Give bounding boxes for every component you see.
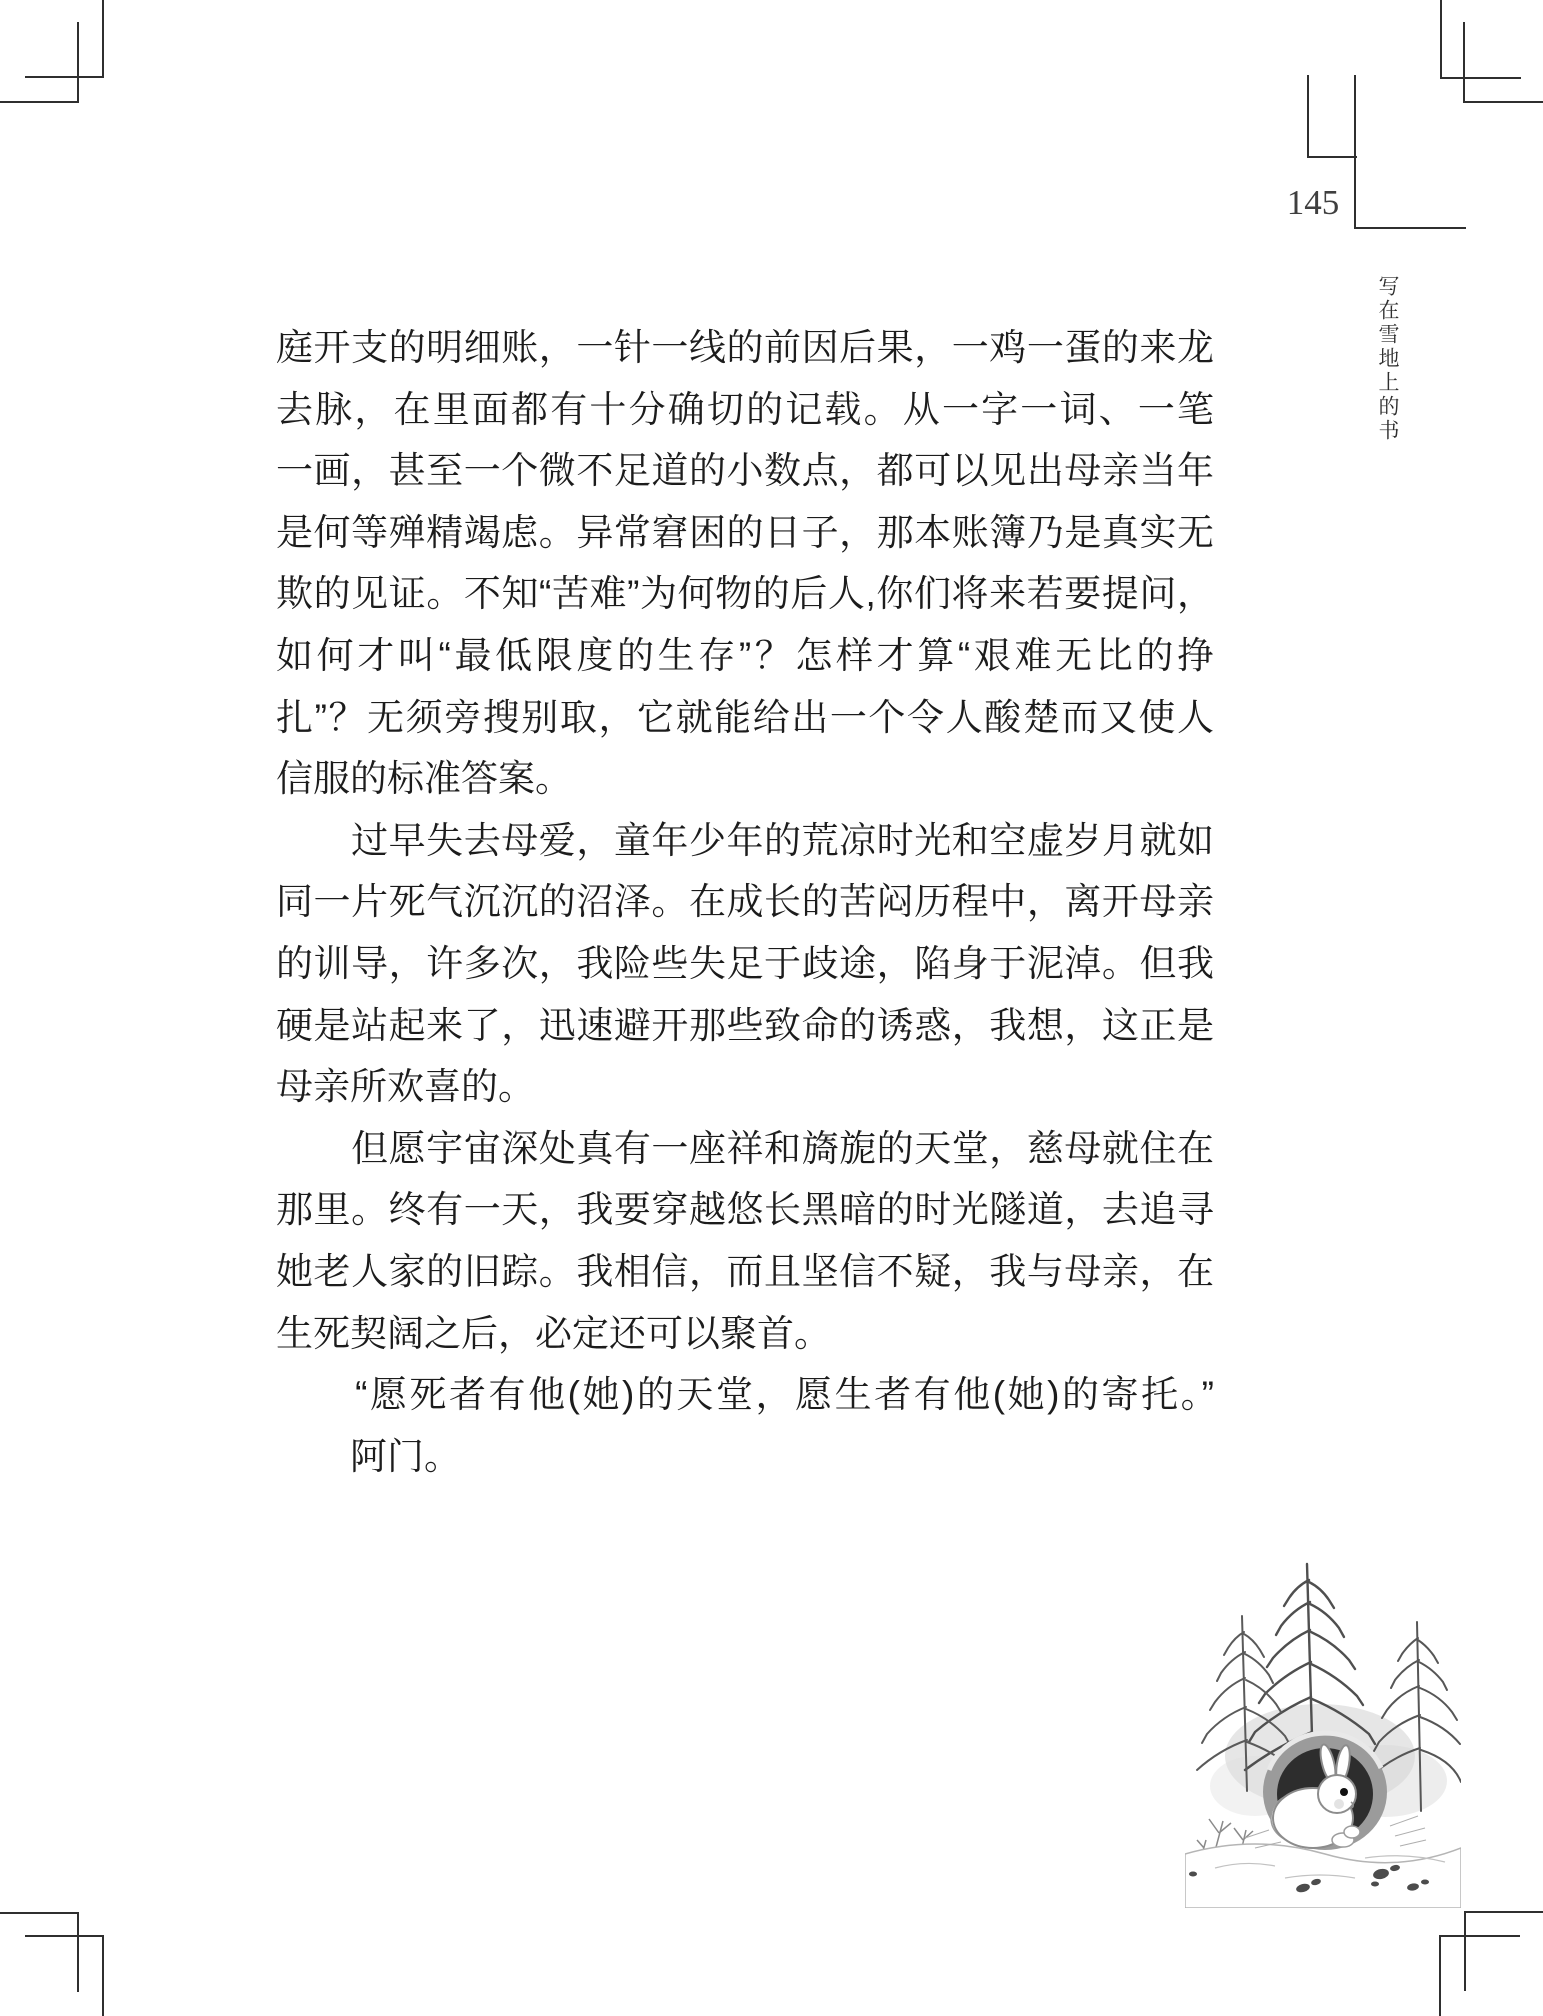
- fold-mark-box-bottom: [1307, 156, 1357, 158]
- fold-mark-spine-h: [1354, 227, 1466, 229]
- text-line: 阿门。: [276, 1435, 461, 1477]
- crop-mark-top-left-v1: [102, 0, 104, 78]
- text-line: 但愿宇宙深处真有一座祥和旖旎的天堂，慈母就住在: [276, 1127, 1214, 1169]
- crop-mark-top-left-v2: [77, 22, 79, 103]
- crop-mark-bottom-right-v1: [1464, 1911, 1466, 1991]
- page-number: 145: [1286, 183, 1340, 222]
- crop-mark-bottom-right-v2: [1439, 1935, 1441, 2016]
- crop-mark-bottom-right-h2: [1440, 1935, 1520, 1937]
- fold-mark-box-left: [1307, 75, 1309, 158]
- crop-mark-top-right-v2: [1463, 22, 1465, 103]
- text-line: 扎”？无须旁搜别取，它就能给出一个令人酸楚而又使人: [276, 696, 1214, 738]
- crop-mark-bottom-left-v1: [77, 1912, 79, 1992]
- text-line: 如何才叫“最低限度的生存”？怎样才算“艰难无比的挣: [276, 634, 1214, 676]
- text-line: 庭开支的明细账，一针一线的前因后果，一鸡一蛋的来龙: [276, 327, 1214, 368]
- snow-ground: [1185, 1844, 1461, 1908]
- crop-mark-bottom-right-h1: [1464, 1911, 1543, 1913]
- crop-mark-bottom-left-h2: [25, 1935, 104, 1937]
- text-line: 她老人家的旧踪。我相信，而且坚信不疑，我与母亲，在: [276, 1250, 1214, 1292]
- crop-mark-top-right-v1: [1440, 0, 1442, 79]
- crop-mark-top-left-h2: [0, 101, 79, 103]
- body-text: [276, 317, 1214, 1487]
- text-line: 同一片死气沉沉的沼泽。在成长的苦闷历程中，离开母亲: [276, 881, 1214, 923]
- text-line: 过早失去母爱，童年少年的荒凉时光和空虚岁月就如: [276, 819, 1214, 861]
- crop-mark-top-right-h2: [1463, 101, 1543, 103]
- text-line: “愿死者有他(她)的天堂，愿生者有他(她)的寄托。”: [276, 1374, 1214, 1416]
- crop-mark-top-right-h1: [1440, 77, 1521, 79]
- margin-running-title: 写在雪地上的书: [1376, 275, 1399, 443]
- text-line: 生死契阔之后，必定还可以聚首。: [276, 1312, 831, 1354]
- crop-mark-bottom-left-h1: [0, 1912, 79, 1914]
- text-line: 一画，甚至一个微不足道的小数点，都可以见出母亲当年: [276, 450, 1214, 492]
- text-line: 去脉，在里面都有十分确切的记载。从一字一词、一笔: [276, 388, 1214, 430]
- text-line: 欺的见证。不知“苦难”为何物的后人,你们将来若要提问，: [276, 573, 1214, 615]
- crop-mark-top-left-h1: [25, 76, 104, 78]
- crop-mark-bottom-left-v2: [102, 1935, 104, 2016]
- text-line: 硬是站起来了，迅速避开那些致命的诱惑，我想，这正是: [276, 1004, 1214, 1046]
- text-line: 母亲所欢喜的。: [276, 1066, 535, 1108]
- text-line: 的训导，许多次，我险些失足于歧途，陷身于泥淖。但我: [276, 942, 1214, 984]
- fold-mark-spine-v: [1354, 75, 1356, 229]
- text-line: 是何等殚精竭虑。异常窘困的日子，那本账簿乃是真实无: [276, 511, 1214, 553]
- text-line: 那里。终有一天，我要穿越悠长黑暗的时光隧道，去追寻: [276, 1189, 1214, 1231]
- text-line: 信服的标准答案。: [276, 758, 572, 800]
- rabbit-burrow-illustration: [1185, 1556, 1461, 1908]
- rabbit-eye: [1340, 1788, 1348, 1796]
